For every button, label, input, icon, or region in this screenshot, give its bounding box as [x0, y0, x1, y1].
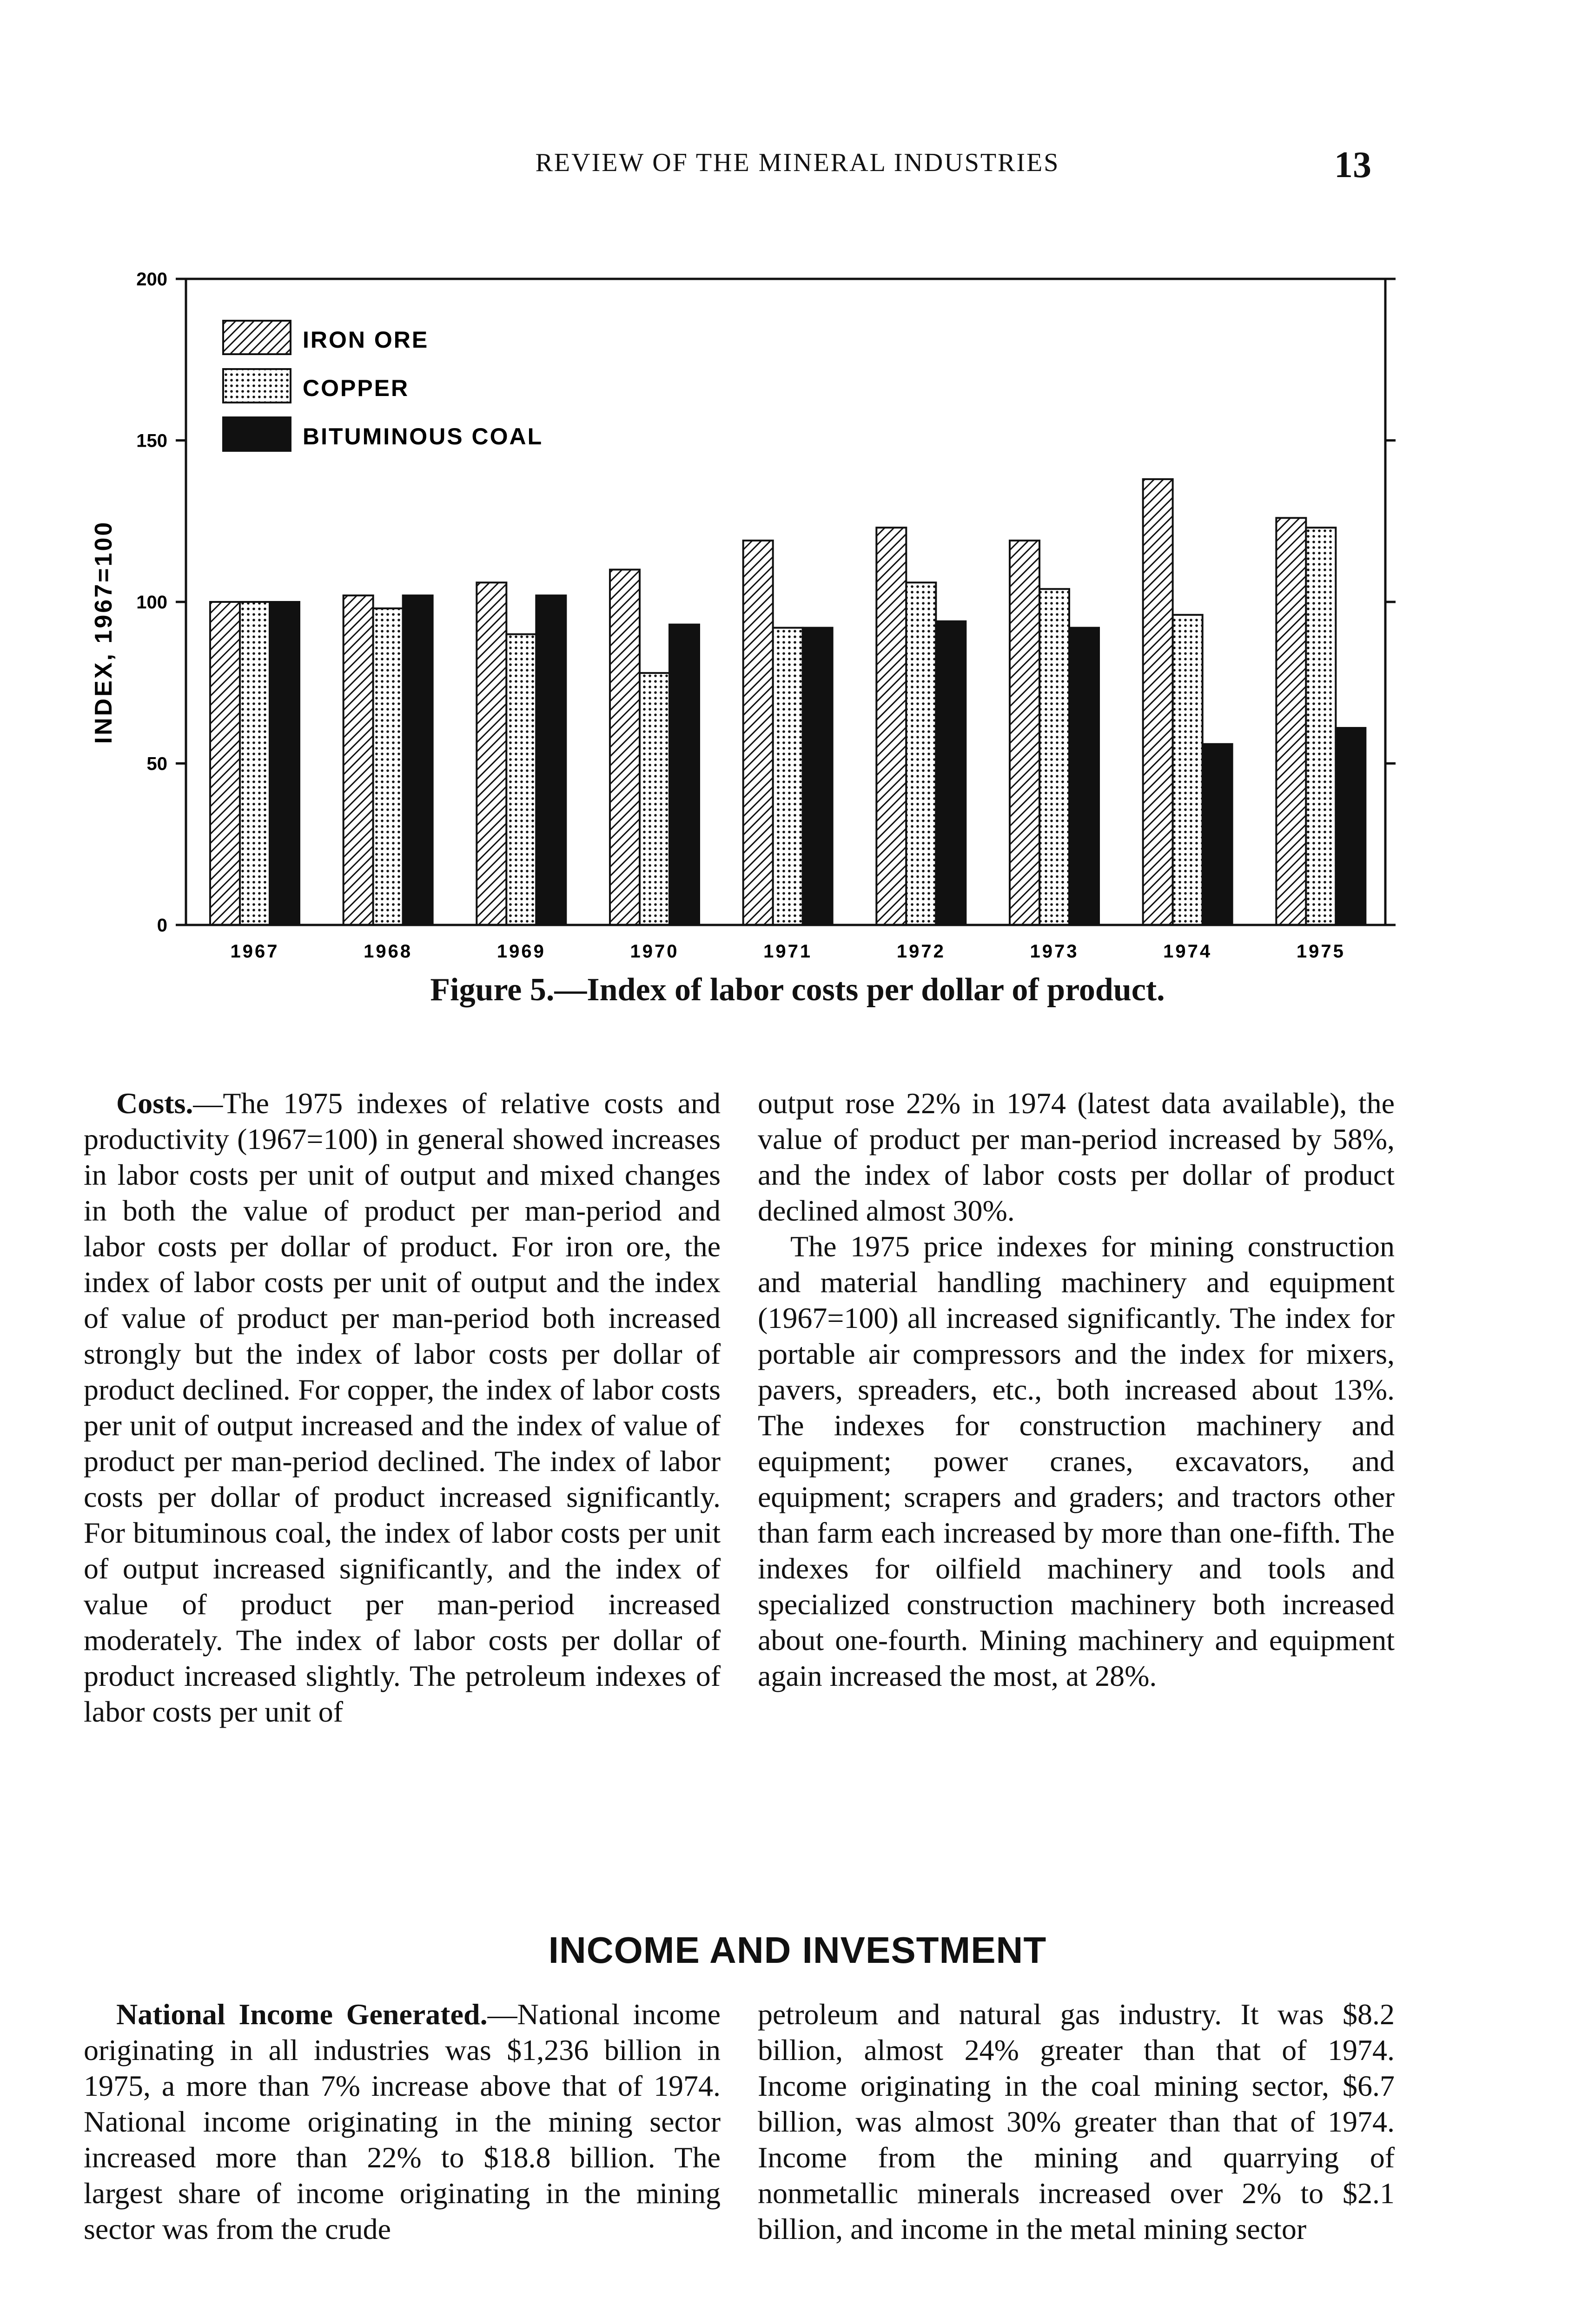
legend-swatch-bituminous-coal [223, 417, 291, 451]
bar-chart [84, 260, 1413, 967]
bar-copper-1975 [1306, 528, 1336, 925]
y-tick-label: 100 [136, 592, 167, 613]
x-tick-label: 1974 [1163, 941, 1212, 962]
legend-label: IRON ORE [303, 327, 429, 353]
income-right-column [758, 1996, 1395, 2247]
figure-caption: Figure 5.—Index of labor costs per dollar of product. [430, 972, 1165, 1008]
bar-iron-ore-1970 [610, 570, 640, 925]
bar-copper-1972 [906, 582, 936, 925]
costs-runin-heading: Costs. [116, 1087, 193, 1120]
x-tick-label: 1971 [763, 941, 813, 962]
x-tick-label: 1975 [1296, 941, 1345, 962]
y-tick-label: 150 [136, 430, 167, 451]
bar-copper-1970 [640, 673, 669, 925]
income-runin-heading: National Income Generated. [116, 1998, 488, 2031]
bars [210, 479, 1365, 925]
costs-right-paragraph-1: output rose 22% in 1974 (latest data available), the value of product per man-period increased by 58%, and the index of labor costs per dollar of product declined almost 30%. [758, 1087, 1395, 1227]
x-tick-label: 1969 [496, 941, 546, 962]
legend-label: BITUMINOUS COAL [303, 423, 543, 449]
x-axis [231, 941, 1345, 962]
costs-left-column [84, 1085, 721, 1730]
y-tick-label: 0 [157, 915, 167, 936]
bar-bituminous-coal-1972 [936, 621, 966, 925]
page-number: 13 [1334, 145, 1371, 185]
legend [223, 321, 543, 451]
bar-bituminous-coal-1968 [403, 595, 433, 925]
bar-copper-1971 [773, 628, 803, 925]
income-left-column [84, 1996, 721, 2247]
bar-bituminous-coal-1971 [803, 628, 833, 925]
bar-iron-ore-1972 [876, 528, 906, 925]
bar-iron-ore-1969 [477, 582, 506, 925]
bar-iron-ore-1973 [1010, 541, 1039, 925]
bar-copper-1968 [373, 608, 403, 925]
legend-swatch-iron-ore [223, 321, 291, 354]
bar-iron-ore-1974 [1143, 479, 1173, 925]
bar-iron-ore-1968 [344, 595, 373, 925]
x-tick-label: 1973 [1030, 941, 1079, 962]
bar-copper-1969 [506, 634, 536, 925]
x-tick-label: 1967 [230, 941, 279, 962]
x-tick-label: 1972 [896, 941, 946, 962]
income-right-paragraph: petroleum and natural gas industry. It was $8.2 billion, almost 24% greater than that of 1974. Income originating in the coal mining sector, $6.7 billion, was almost 30% greater than that of 1974. Income from the mining and quarrying of nonmetallic minerals increased over 2% to $2.1 billion, and income in the metal mining sector [758, 1998, 1395, 2245]
bar-bituminous-coal-1973 [1069, 628, 1099, 925]
bar-copper-1974 [1173, 615, 1203, 925]
costs-right-paragraph-2: The 1975 price indexes for mining construction and material handling machinery and equipment (1967=100) all increased significantly. The index for portable air compressors and the index for mixers, pavers, spreaders, etc., both increased about 13%. The indexes for construction machinery and equipment; power cranes, excavators, and equipment; scrapers and graders; and tractors other than farm each increased by more than one-fifth. The indexes for oilfield machinery and tools and specialized construction machinery both increased about one-fourth. Mining machinery and equipment again increased the most, at 28%. [758, 1230, 1395, 1692]
y-tick-label: 200 [136, 269, 167, 290]
bar-iron-ore-1967 [210, 602, 240, 925]
y-tick-label: 50 [146, 753, 167, 774]
bar-copper-1973 [1039, 589, 1069, 925]
section-title-income: INCOME AND INVESTMENT [548, 1929, 1047, 1971]
income-left-text: —National income originating in all industries was $1,236 billion in 1975, a more than 7% increase above that of 1974. National income originating in the mining sector increased more than 22% to $18.8 billion. The largest share of income originating in the mining sector was from the crude [84, 1998, 721, 2245]
bar-iron-ore-1971 [743, 541, 773, 925]
bar-bituminous-coal-1975 [1336, 728, 1365, 925]
bar-bituminous-coal-1969 [536, 595, 566, 925]
bar-bituminous-coal-1970 [669, 625, 699, 925]
costs-right-column [758, 1085, 1395, 1694]
bar-copper-1967 [240, 602, 270, 925]
running-head: REVIEW OF THE MINERAL INDUSTRIES [535, 148, 1060, 177]
bar-iron-ore-1975 [1276, 518, 1306, 925]
costs-left-text: —The 1975 indexes of relative costs and productivity (1967=100) in general showed increases in labor costs per unit of output and mixed changes in both the value of product per man-period and labor costs per dollar of product. For iron ore, the index of labor costs per unit of output and the index of value of product per man-period both increased strongly but the index of labor costs per dollar of product declined. For copper, the index of labor costs per unit of output increased and the index of value of product per man-period declined. The index of labor costs per dollar of product increased significantly. For bituminous coal, the index of labor costs per unit of output increased significantly, and the index of value of product per man-period increased moderately. The index of labor costs per dollar of product increased slightly. The petroleum indexes of labor costs per unit of [84, 1087, 721, 1728]
legend-swatch-copper [223, 369, 291, 403]
x-tick-label: 1968 [364, 941, 413, 962]
x-tick-label: 1970 [630, 941, 679, 962]
legend-label: COPPER [303, 375, 410, 401]
bar-bituminous-coal-1967 [270, 602, 299, 925]
y-axis-label: INDEX, 1967=100 [90, 520, 117, 744]
bar-bituminous-coal-1974 [1203, 744, 1232, 925]
